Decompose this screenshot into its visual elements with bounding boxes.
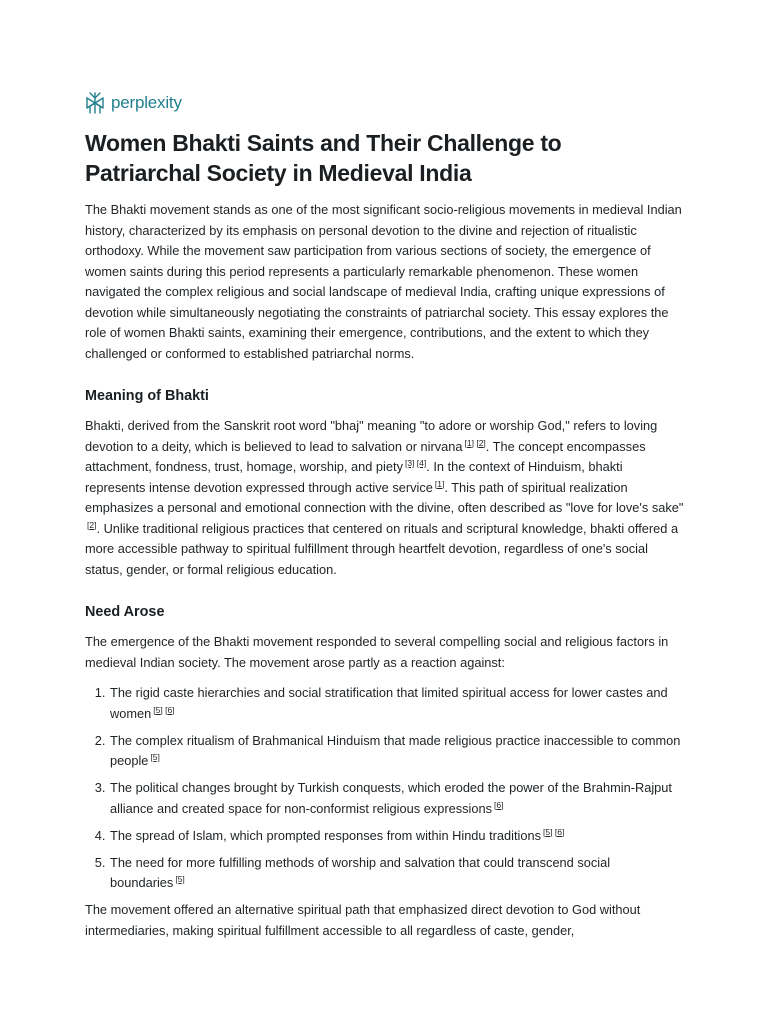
meaning-text-3: . In the context of Hinduism, bhakti represents intense devotion expressed through active service [85, 459, 623, 495]
citation-link[interactable]: [2] [476, 437, 486, 448]
title-line-2: Patriarchal Society in Medieval India [85, 160, 472, 186]
intro-paragraph: The Bhakti movement stands as one of the most significant socio-religious movements in medieval Indian history, characterized by its emphasis on personal devotion to the divine and rejection of ritualistic orthodoxy. While the movement saw participation from various sections of society, the emergence of women saints during this period represents a particularly remarkable phenomenon. These women navigated the complex religious and social landscape of medieval India, crafting unique expressions of devotion while simultaneously negotiating the constraints of patriarchal society. This essay explores the role of women Bhakti saints, examining their emergence, contributions, and the extent to which they challenged or conformed to established patriarchal norms. [85, 202, 682, 361]
citation-link[interactable]: [5] [175, 874, 185, 884]
meaning-text-1: Bhakti, derived from the Sanskrit root word "bhaj" meaning "to adore or worship God," refers to loving devotion to a deity, which is believed to lead to salvation or nirvana [85, 418, 658, 454]
citation-link[interactable]: [2] [87, 519, 97, 530]
citation-refs [435, 479, 444, 489]
list-item: 1. The rigid caste hierarchies and social stratification that limited spiritual access for lower castes and women [5] [6] [109, 683, 685, 724]
list-item: 4. The spread of Islam, which prompted responses from within Hindu traditions [5] [6] [109, 826, 685, 847]
need-intro-paragraph: The emergence of the Bhakti movement responded to several compelling social and religious factors in medieval Indian society. The movement arose partly as a reaction against: [85, 634, 669, 670]
citation-link[interactable]: [5] [543, 826, 553, 837]
title-line-1: Women Bhakti Saints and Their Challenge to [85, 130, 562, 156]
meaning-paragraph [85, 416, 685, 580]
meaning-text-4: . This path of spiritual realization emphasizes a personal and emotional connection with the divine, often described as "love for love's sake" [85, 479, 684, 515]
need-list [85, 683, 685, 894]
meaning-text-2: . The concept encompasses attachment, fondness, trust, homage, worship, and piety [85, 438, 646, 474]
article [85, 128, 685, 941]
citation-link[interactable]: [5] [153, 704, 163, 715]
citation-link[interactable]: [3] [404, 458, 415, 468]
list-item: 5. The need for more fulfilling methods of worship and salvation that could transcend social boundaries [5] [109, 853, 685, 894]
list-item: 3. The political changes brought by Turkish conquests, which eroded the power of the Brahmin-Rajput alliance and created space for non-conformist religious expressions [6] [109, 778, 685, 819]
perplexity-logo-icon [85, 92, 105, 114]
citation-link[interactable]: [1] [464, 437, 474, 448]
citation-refs [465, 438, 486, 448]
citation-link[interactable]: [1] [434, 478, 445, 489]
citation-link[interactable]: [5] [150, 752, 160, 762]
citation-link[interactable]: [6] [554, 826, 565, 837]
citation-link[interactable]: [6] [493, 799, 504, 810]
citation-link[interactable]: [6] [165, 704, 175, 715]
list-item: 2. The complex ritualism of Brahmanical Hinduism that made religious practice inaccessible to common people [5] [109, 731, 685, 772]
section-heading-need: Need Arose [85, 604, 165, 620]
brand-logo[interactable] [85, 90, 182, 116]
meaning-text-5: . Unlike traditional religious practices that centered on rituals and scriptural knowledge, bhakti offered a more accessible pathway to spiritual fulfillment through heartfelt devotion, regardless of one's social status, gender, or formal religious education. [85, 520, 679, 577]
need-after-paragraph: The movement offered an alternative spiritual path that emphasized direct devotion to God without intermediaries, making spiritual fulfillment accessible to all regardless of caste, gender, [85, 902, 641, 938]
page-title [85, 128, 685, 188]
citation-refs [405, 458, 426, 468]
section-heading-meaning: Meaning of Bhakti [85, 388, 209, 404]
citation-link[interactable]: [4] [416, 458, 427, 468]
brand-name: perplexity [111, 93, 182, 112]
